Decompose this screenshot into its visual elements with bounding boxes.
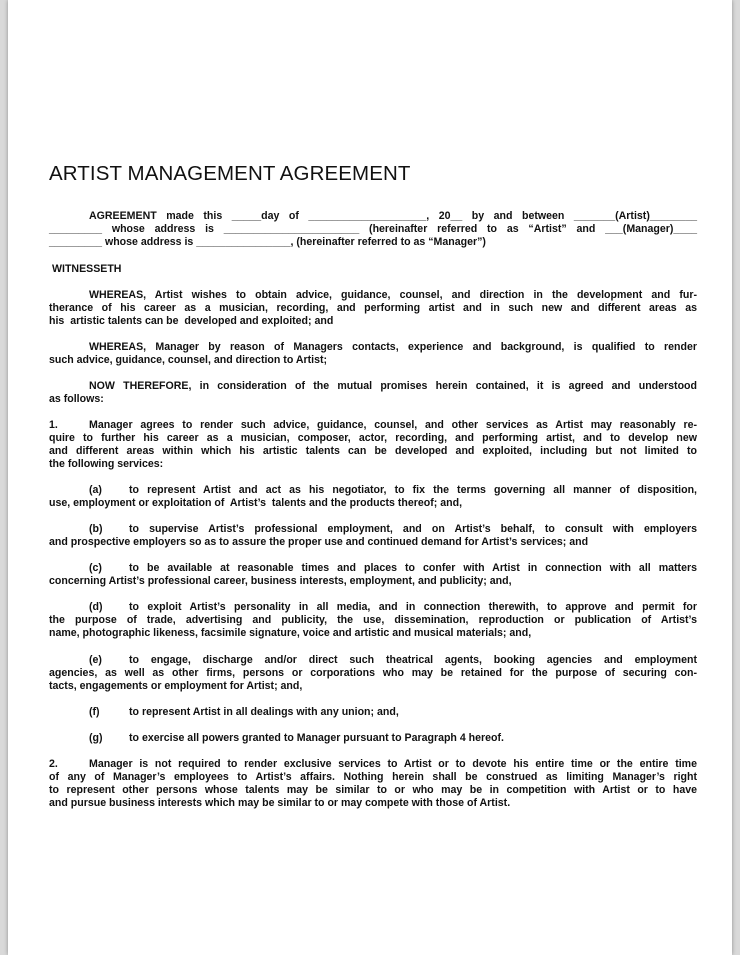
clause-2-number: 2.: [49, 758, 58, 770]
sub-item-b-label: (b): [89, 523, 103, 535]
sub-item-a: [49, 484, 697, 510]
now-therefore-paragraph: [49, 380, 697, 406]
clause-1: [49, 419, 697, 471]
whereas-paragraph-2: [49, 341, 697, 367]
clause-2-line-1: 2. Manager is not required to render exclusive services to Artist or to devote his entire time or the entire time: [49, 758, 697, 770]
document-page: [8, 0, 732, 955]
intro-line-3: _________ whose address is ________________, (hereinafter referred to as “Manager”): [49, 236, 486, 248]
sub-item-g-line-1: (g) to exercise all powers granted to Manager pursuant to Paragraph 4 hereof.: [89, 732, 504, 744]
sub-item-b: [49, 523, 697, 549]
whereas-2-line-1: WHEREAS, Manager by reason of Managers contacts, experience and background, is qualified to render: [89, 341, 697, 353]
intro-line-1: AGREEMENT made this _____day of ____________________, 20__ by and between _______(Artist)________: [89, 210, 697, 222]
clause-1-line-4: the following services:: [49, 458, 164, 470]
sub-item-d: [49, 601, 697, 640]
sub-item-g: [49, 732, 697, 745]
sub-item-e-line-2: agencies, as well as other firms, persons or corporations who may be retained for the purpose of securing con-: [49, 667, 697, 679]
sub-item-b-line-2: and prospective employers so as to assure the proper use and continued demand for Artist’s services; and: [49, 536, 589, 548]
clause-1-number: 1.: [49, 419, 58, 431]
sub-item-e-label: (e): [89, 654, 102, 666]
witnesseth-heading: WITNESSETH: [52, 263, 122, 275]
intro-line-2: _________ whose address is _______________________ (hereinafter referred to as “Artist” and ___(Manager)____: [49, 223, 697, 235]
whereas-1-line-3: his artistic talents can be developed and exploited; and: [49, 315, 334, 327]
sub-item-f: [49, 706, 697, 719]
sub-item-a-line-1: (a) to represent Artist and act as his negotiator, to fix the terms governing all manner of disposition,: [89, 484, 697, 496]
sub-item-c-label: (c): [89, 562, 102, 574]
sub-item-c-line-2: concerning Artist’s professional career, business interests, employment, and publicity; and,: [49, 575, 512, 587]
clause-1-line-2: quire to further his career as a musician, composer, actor, recording, and performing artist, and to develop new: [49, 432, 697, 444]
whereas-1-line-2: therance of his career as a musician, recording, and performing artist and in such new and different areas as: [49, 302, 697, 314]
sub-item-c: [49, 562, 697, 588]
clause-2-line-2: of any of Manager’s employees to Artist’s affairs. Nothing herein shall be construed as limiting Manager’s right: [49, 771, 697, 783]
document-title: ARTIST MANAGEMENT AGREEMENT: [49, 162, 411, 185]
sub-item-f-line-1: (f) to represent Artist in all dealings with any union; and,: [89, 706, 399, 718]
clause-2: [49, 758, 697, 810]
whereas-paragraph-1: [49, 289, 697, 328]
whereas-1-line-1: WHEREAS, Artist wishes to obtain advice, guidance, counsel, and direction in the development and fur-: [89, 289, 697, 301]
clause-1-line-1: 1. Manager agrees to render such advice, guidance, counsel, and other services as Artist may reasonably re-: [49, 419, 697, 431]
now-therefore-line-1: NOW THEREFORE, in consideration of the mutual promises herein contained, it is agreed and understood: [89, 380, 697, 392]
sub-item-g-label: (g): [89, 732, 103, 744]
sub-item-d-line-1: (d) to exploit Artist’s personality in all media, and in connection therewith, to approve and permit for: [89, 601, 697, 613]
clause-2-line-3: to represent other persons whose talents may be similar to or who may be in competition with Artist or to have: [49, 784, 697, 796]
sub-item-d-line-3: name, photographic likeness, facsimile signature, voice and artistic and musical materials; and,: [49, 627, 532, 639]
sub-item-e-line-3: tacts, engagements or employment for Artist; and,: [49, 680, 303, 692]
clause-1-line-3: and different areas within which his artistic talents can be developed and exploited, including but not limited to: [49, 445, 697, 457]
clause-2-line-4: and pursue business interests which may be similar to or may compete with those of Artist.: [49, 797, 511, 809]
sub-item-d-line-2: the purpose of trade, advertising and publicity, the use, dissemination, reproduction or publication of Artist’s: [49, 614, 697, 626]
sub-item-b-line-1: (b) to supervise Artist’s professional employment, and on Artist’s behalf, to consult with employers: [89, 523, 697, 535]
sub-item-d-label: (d): [89, 601, 103, 613]
sub-item-e-line-1: (e) to engage, discharge and/or direct such theatrical agents, booking agencies and employment: [89, 654, 697, 666]
sub-item-f-label: (f): [89, 706, 100, 718]
whereas-2-line-2: such advice, guidance, counsel, and direction to Artist;: [49, 354, 328, 366]
sub-item-a-line-2: use, employment or exploitation of Artist’s talents and the products thereof; and,: [49, 497, 463, 509]
sub-item-a-label: (a): [89, 484, 102, 496]
sub-item-c-line-1: (c) to be available at reasonable times and places to confer with Artist in connection with all matters: [89, 562, 697, 574]
now-therefore-line-2: as follows:: [49, 393, 104, 405]
intro-paragraph: [49, 210, 697, 249]
sub-item-e: [49, 654, 697, 693]
